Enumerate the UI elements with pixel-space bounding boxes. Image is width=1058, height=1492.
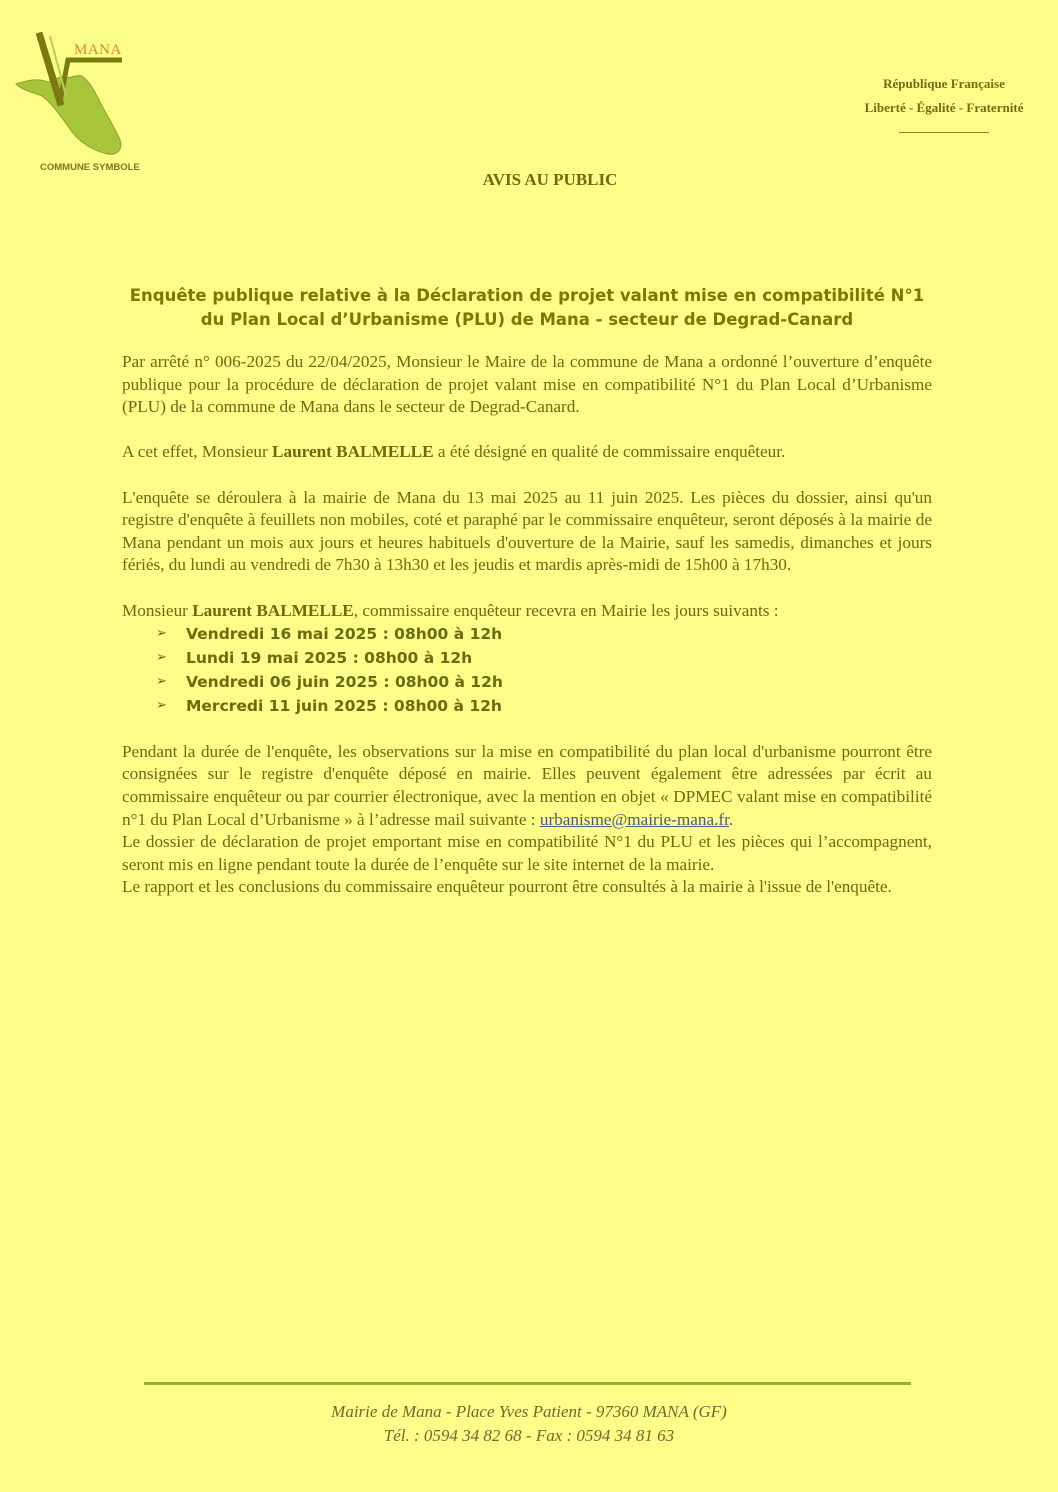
text-span: a été désigné en qualité de commissaire enquêteur.: [433, 442, 786, 462]
text-span: A cet effet, Monsieur: [122, 442, 273, 462]
list-item: [156, 694, 932, 718]
footer-address: Mairie de Mana - Place Yves Patient - 97360 MANA (GF): [331, 1402, 727, 1421]
text-span: Pendant la durée de l'enquête, les observations sur la mise en compatibilité du plan local d'urbanisme pourront être consignées sur le registre d'enquête déposé en mairie. Elles peuvent également être adressées par écrit au commissaire enquêteur ou par courrier électronique, avec la mention en objet « DPMEC valant mise en compatibilité n°1 du Plan Local d’Urbanisme » à l’adresse mail suivante :: [122, 741, 932, 829]
text-span: Monsieur: [122, 600, 193, 620]
header-rule: [899, 132, 989, 133]
notice-subject: Enquête publique relative à la Déclaration de projet valant mise en compatibilité N°1 du Plan Local d’Urbanisme (PLU) de Mana - secteur de Degrad-Canard: [129, 286, 925, 329]
session-list: [122, 622, 932, 718]
email-link[interactable]: urbanisme@mairie-mana.fr: [539, 809, 729, 829]
paragraph-deroulement: L'enquête se déroulera à la mairie de Mana du 13 mai 2025 au 11 juin 2025. Les pièces du dossier, ainsi qu'un registre d'enquête à feuillets non mobiles, coté et paraphé par le commissaire enquêteur, seront déposés à la mairie de Mana pendant un mois aux jours et heures habituels d'ouverture de la Mairie, sauf les samedis, dimanches et jours fériés, du lundi au vendredi de 7h30 à 13h30 et les jeudis et mardis après-midi de 15h00 à 17h30.: [122, 487, 932, 575]
text-span: .: [728, 809, 734, 829]
paragraph-observations: [122, 741, 932, 831]
notice-body: [122, 351, 932, 899]
arrow-bullet-icon: ➢: [156, 650, 167, 666]
republic-motto: Liberté - Égalité - Fraternité: [864, 100, 1024, 115]
list-item: [156, 670, 932, 694]
footer: [0, 1400, 1058, 1448]
commune-logo: [10, 30, 150, 180]
session-date: Mercredi 11 juin 2025 : 08h00 à 12h: [186, 697, 502, 716]
commissaire-name: Laurent BALMELLE: [272, 442, 434, 462]
logo-caption: COMMUNE SYMBOLE: [40, 162, 140, 173]
list-item: [156, 646, 932, 670]
text-span: , commissaire enquêteur recevra en Mairie les jours suivants :: [353, 600, 779, 620]
arrow-bullet-icon: ➢: [156, 698, 167, 714]
paragraph-arrete: Par arrêté n° 006-2025 du 22/04/2025, Monsieur le Maire de la commune de Mana a ordonné l’ouverture d’enquête publique pour la procédure de déclaration de projet valant mise en compatibilité N°1 du Plan Local d’Urbanisme (PLU) de la commune de Mana dans le secteur de Degrad-Canard.: [122, 352, 932, 417]
paragraph-commissaire: [122, 441, 932, 464]
list-item: [156, 622, 932, 646]
session-date: Lundi 19 mai 2025 : 08h00 à 12h: [186, 649, 473, 668]
republic-name: République Française: [883, 76, 1005, 91]
page-title: AVIS AU PUBLIC: [482, 170, 618, 189]
session-date: Vendredi 06 juin 2025 : 08h00 à 12h: [186, 673, 503, 692]
republic-header: [844, 72, 1044, 133]
paragraph-dossier: Le dossier de déclaration de projet emportant mise en compatibilité N°1 du PLU et les pièces qui l’accompagnent, seront mis en ligne pendant toute la durée de l’enquête sur le site internet de la mairie.: [122, 832, 932, 874]
arrow-bullet-icon: ➢: [156, 626, 167, 642]
session-date: Vendredi 16 mai 2025 : 08h00 à 12h: [186, 625, 503, 644]
footer-rule: [144, 1382, 911, 1385]
logo-mana-text: MANA: [74, 42, 122, 58]
paragraph-permanences: [122, 600, 932, 623]
footer-phone: Tél. : 0594 34 82 68 - Fax : 0594 34 81 63: [383, 1426, 675, 1445]
arrow-bullet-icon: ➢: [156, 674, 167, 690]
paragraph-rapport: Le rapport et les conclusions du commissaire enquêteur pourront être consultés à la mairie à l'issue de l'enquête.: [122, 877, 892, 897]
commissaire-name: Laurent BALMELLE: [192, 600, 354, 620]
